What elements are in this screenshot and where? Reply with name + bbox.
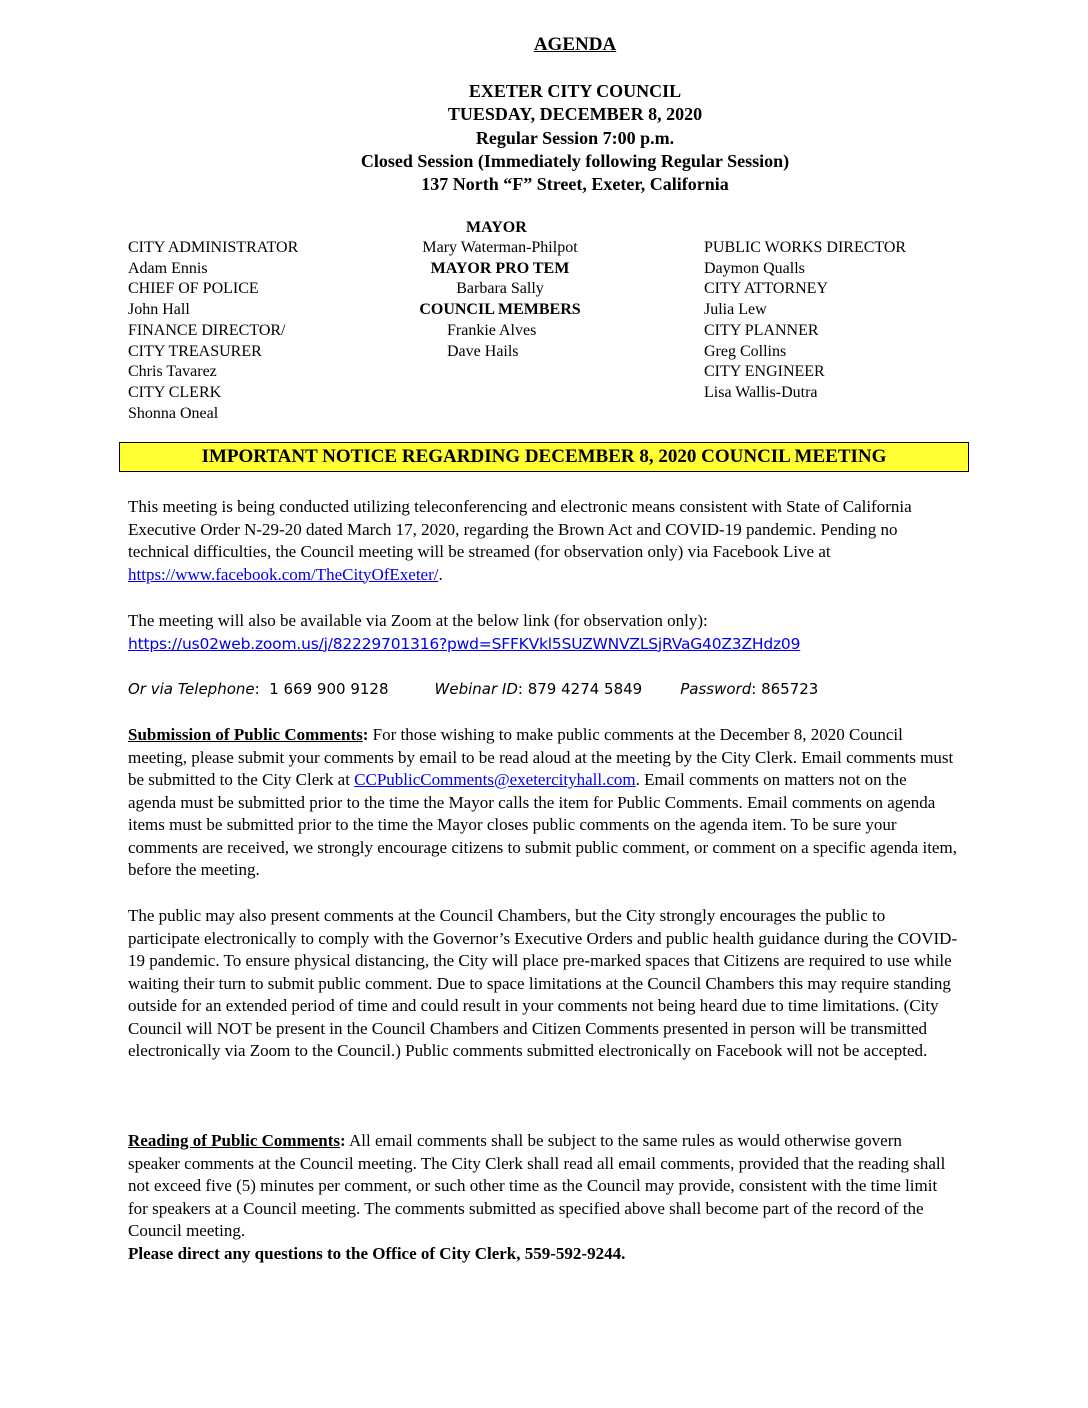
meeting-address: 137 North “F” Street, Exeter, California	[421, 174, 729, 194]
official-left-7: CITY CLERK	[128, 383, 222, 401]
official-left-4: FINANCE DIRECTOR/	[128, 321, 286, 339]
zoom-link[interactable]: https://us02web.zoom.us/j/82229701316?pwd=SFFKVkl5SUZWNVZLSjRVaG40Z3ZHdz09	[128, 634, 801, 653]
officials-right-column	[704, 238, 906, 404]
official-left-3: John Hall	[128, 301, 190, 319]
closed-session: Closed Session (Immediately following Regular Session)	[360, 151, 790, 171]
pro-tem-name: Barbara Sally	[456, 280, 544, 298]
official-left-6: Chris Tavarez	[128, 363, 217, 381]
zoom-paragraph	[128, 610, 958, 655]
facebook-link[interactable]: https://www.facebook.com/TheCityOfExeter/	[128, 564, 439, 584]
council-member-1: Frankie Alves	[447, 321, 537, 339]
meeting-date: TUESDAY, DECEMBER 8, 2020	[447, 104, 703, 124]
official-right-4: CITY PLANNER	[704, 321, 819, 339]
reading-paragraph: Reading of Public Comments: All email comments shall be subject to the same rules as would otherwise govern speaker comments at the Council meeting. The City Clerk shall read all email comments, provided that the reading shall not exceed five (5) minutes per comment, or such other time as the Council may provide, consistent with the time limit for speakers at a Council meeting. The comments submitted as specified above shall become part of the record of the Council meeting. Please direct any questions to the Office of City Clerk, 559-592-9244.	[128, 1130, 958, 1265]
officials-center-column	[390, 238, 610, 362]
submission-text-1: For those wishing to make public comments at the December 8, 2020 Council meeting, please submit your comments by email to be read aloud at the meeting by the City Clerk. Email comments must be submitted to the City Clerk at	[128, 725, 954, 789]
submission-heading: Submission of Public Comments	[128, 725, 363, 744]
council-members-heading: COUNCIL MEMBERS	[419, 301, 581, 319]
chambers-paragraph: The public may also present comments at the Council Chambers, but the City strongly encourages the public to participate electronically to comply with the Governor’s Executive Orders and public health guidance during the COVID-19 pandemic. To ensure physical distancing, the City will place pre-marked spaces that Citizens are required to use while waiting their turn to submit public comment. Due to space limitations at the Council Chambers this may require standing outside for an extended period of time and could result in your comments not being heard due to time limitations. (City Council will NOT be present in the Council Chambers and Citizen Comments presented in person will be transmitted electronically via Zoom to the Council.) Public comments submitted electronically on Facebook will not be accepted.	[128, 906, 958, 1060]
official-right-2: CITY ATTORNEY	[704, 280, 828, 298]
official-right-6: CITY ENGINEER	[704, 363, 825, 381]
official-right-3: Julia Lew	[704, 301, 767, 319]
teleconference-end: .	[438, 564, 443, 584]
submission-text-2: . Email comments on matters not on the agenda must be submitted prior to the time the Mayor calls the item for Public Comments. Email comments on agenda items must be submitted prior to the time the Mayor closes public comments on the agenda item. To be sure your comments are received, we strongly encourage citizens to submit public comment, or comment on a specific agenda item, before the meeting.	[128, 770, 957, 879]
telephone-line: Or via Telephone: 1 669 900 9128 Webinar ID: 879 4274 5849 Password: 865723	[128, 680, 819, 698]
official-left-5: CITY TREASURER	[128, 342, 262, 360]
telephone-label: Or via Telephone	[128, 680, 255, 698]
regular-session: Regular Session 7:00 p.m.	[475, 128, 675, 148]
official-right-5: Greg Collins	[704, 342, 787, 360]
official-right-0: PUBLIC WORKS DIRECTOR	[704, 239, 907, 256]
teleconference-text: This meeting is being conducted utilizing teleconferencing and electronic means consistent with State of California Executive Order N-29-20 dated March 17, 2020, regarding the Brown Act and COVID-19 pandemic. Pending no technical difficulties, the Council meeting will be streamed (for observation only) via Facebook Live at	[128, 497, 912, 561]
contact-line: Please direct any questions to the Office of City Clerk, 559-592-9244.	[128, 1243, 626, 1263]
official-right-1: Daymon Qualls	[704, 259, 805, 277]
official-left-1: Adam Ennis	[128, 259, 208, 277]
pro-tem-heading: MAYOR PRO TEM	[430, 259, 570, 277]
telephone-number: 1 669 900 9128	[269, 680, 389, 698]
mayor-name: Mary Waterman-Philpot	[422, 239, 578, 256]
webinar-id: 879 4274 5849	[527, 680, 643, 698]
council-name: EXETER CITY COUNCIL	[468, 81, 682, 101]
officials-left-column	[128, 238, 298, 424]
webinar-label: Webinar ID	[434, 680, 518, 698]
reading-heading: Reading of Public Comments	[128, 1131, 341, 1150]
reading-text: All email comments shall be subject to the same rules as would otherwise govern speaker comments at the Council meeting. The City Clerk shall read all email comments, provided that the reading shall not exceed five (5) minutes per comment, or such other time as the Council may provide, consistent with the time limit for speakers at a Council meeting. The comments submitted as specified above shall become part of the record of the Council meeting.	[128, 1131, 946, 1240]
comments-email-link[interactable]: CCPublicComments@exetercityhall.com	[354, 770, 636, 789]
submission-paragraph: Submission of Public Comments: For those wishing to make public comments at the December 8, 2020 Council meeting, please submit your comments by email to be read aloud at the meeting by the City Clerk. Email comments must be submitted to the City Clerk at CCPublicComments@exetercityhall.com. Email comments on matters not on the agenda must be submitted prior to the time the Mayor calls the item for Public Comments. Email comments on agenda items must be submitted prior to the time the Mayor closes public comments on the agenda item. To be sure your comments are received, we strongly encourage citizens to submit public comment, or comment on a specific agenda item, before the meeting.	[128, 725, 957, 879]
mayor-heading: MAYOR	[466, 219, 527, 236]
password-label: Password	[680, 680, 752, 698]
council-member-2: Dave Hails	[447, 342, 519, 360]
zoom-text: The meeting will also be available via Zoom at the below link (for observation only):	[128, 611, 708, 630]
important-notice-banner: IMPORTANT NOTICE REGARDING DECEMBER 8, 2020 COUNCIL MEETING	[119, 442, 969, 472]
password-value: 865723	[761, 680, 819, 698]
page-title: AGENDA	[533, 34, 617, 55]
official-left-8: Shonna Oneal	[128, 404, 219, 422]
official-left-0: CITY ADMINISTRATOR	[128, 239, 299, 256]
teleconference-paragraph	[128, 496, 958, 586]
official-left-2: CHIEF OF POLICE	[128, 280, 259, 298]
official-right-7: Lisa Wallis-Dutra	[704, 383, 818, 401]
